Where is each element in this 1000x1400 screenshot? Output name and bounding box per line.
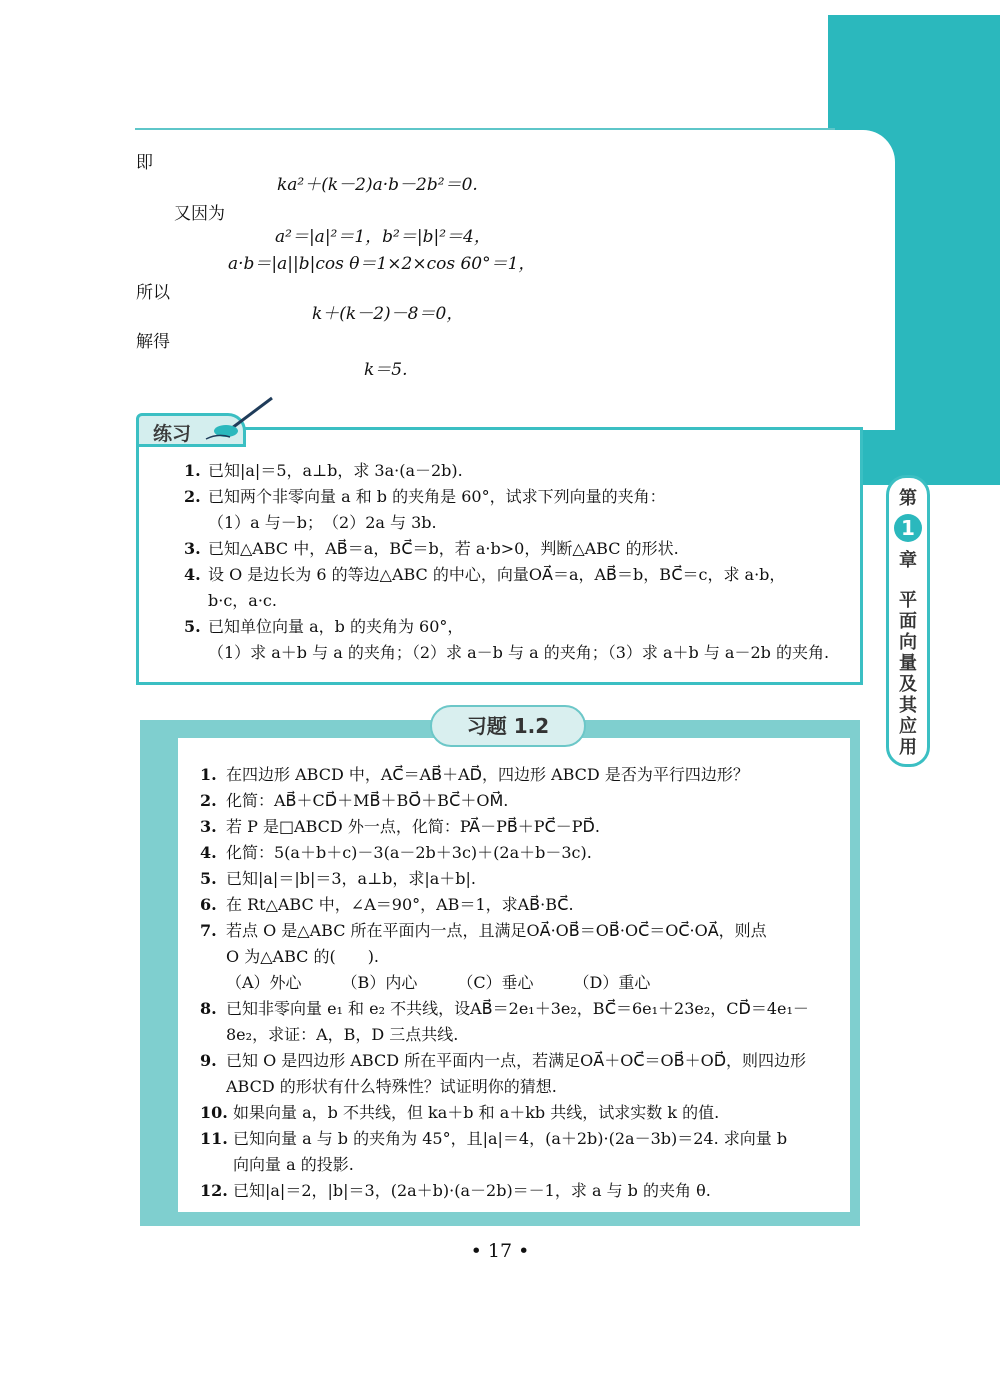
homework-num: 8. <box>200 999 217 1018</box>
exercise-item: （1）a 与－b； （2）2a 与 3b. <box>208 513 437 532</box>
exercise-item: 已知|a|＝5，a⊥b，求 3a·(a－2b). <box>208 461 463 480</box>
chapter-number-badge: 1 <box>894 514 922 542</box>
homework-item: 向向量 a 的投影. <box>233 1155 354 1174</box>
chapter-prefix: 第 <box>899 488 917 509</box>
chapter-title: 平面向量及其应用 <box>899 590 917 758</box>
exercise-num: 5. <box>184 617 201 636</box>
homework-num: 1. <box>200 765 217 784</box>
homework-item: 化简：5(a＋b＋c)－3(a－2b＋3c)＋(2a＋b－3c). <box>226 843 592 862</box>
exercise-item: （1）求 a＋b 与 a 的夹角；（2）求 a－b 与 a 的夹角；（3）求 a＋b 与 a－2b 的夹角. <box>208 643 830 662</box>
homework-item: 8e₂，求证：A，B，D 三点共线. <box>226 1025 459 1044</box>
exercise-num: 3. <box>184 539 201 558</box>
equation-5: k＝5. <box>364 360 408 380</box>
homework-num: 7. <box>200 921 217 940</box>
homework-item: ABCD 的形状有什么特殊性？试证明你的猜想. <box>226 1077 557 1096</box>
homework-title: 习题 1.2 <box>430 705 586 747</box>
homework-item: 在四边形 ABCD 中，AC⃗＝AB⃗＋AD⃗，四边形 ABCD 是否为平行四边形？ <box>226 765 749 784</box>
solution-line-1: 即 <box>136 153 153 173</box>
solution-line-3: 所以 <box>136 283 170 303</box>
homework-item: 如果向量 a，b 不共线，但 ka＋b 和 a＋kb 共线，试求实数 k 的值. <box>233 1103 720 1122</box>
homework-item: 已知|a|＝|b|＝3，a⊥b，求|a＋b|. <box>226 869 477 888</box>
homework-item: 若点 O 是△ABC 所在平面内一点，且满足OA⃗·OB⃗＝OB⃗·OC⃗＝OC⃗·OA⃗，则点 <box>226 921 767 940</box>
exercise-item: 设 O 是边长为 6 的等边△ABC 的中心，向量OA⃗＝a，AB⃗＝b，BC⃗＝c，求 a·b， <box>208 565 786 584</box>
equation-3: a·b＝|a||b|cos θ＝1×2×cos 60°＝1， <box>228 254 536 274</box>
homework-num: 2. <box>200 791 217 810</box>
chapter-suffix: 章 <box>899 550 917 571</box>
homework-item: O 为△ABC 的( ). <box>226 947 380 966</box>
homework-item: 在 Rt△ABC 中，∠A＝90°，AB＝1，求AB⃗·BC⃗. <box>226 895 574 914</box>
equation-4: k＋(k－2)－8＝0， <box>312 304 464 324</box>
homework-choices: （A）外心 （B）内心 （C）垂心 （D）重心 <box>226 973 651 992</box>
solution-line-2: 又因为 <box>174 204 225 224</box>
homework-item: 已知|a|＝2，|b|＝3，(2a＋b)·(a－2b)＝－1，求 a 与 b 的夹角 θ. <box>233 1181 711 1200</box>
equation-1: ka²＋(k－2)a·b－2b²＝0. <box>277 175 478 195</box>
exercise-item: 已知两个非零向量 a 和 b 的夹角是 60°，试求下列向量的夹角： <box>208 487 666 506</box>
homework-num: 10. <box>200 1103 228 1122</box>
page-number: • 17 • <box>470 1240 530 1262</box>
exercise-item: 已知单位向量 a，b 的夹角为 60°， <box>208 617 464 636</box>
homework-num: 9. <box>200 1051 217 1070</box>
homework-item: 已知 O 是四边形 ABCD 所在平面内一点，若满足OA⃗＋OC⃗＝OB⃗＋OD⃗，则四边形 <box>226 1051 807 1070</box>
homework-num: 12. <box>200 1181 228 1200</box>
homework-num: 5. <box>200 869 217 888</box>
homework-num: 6. <box>200 895 217 914</box>
homework-num: 11. <box>200 1129 228 1148</box>
pen-icon <box>200 395 280 445</box>
exercise-num: 1. <box>184 461 201 480</box>
solution-line-4: 解得 <box>136 332 170 352</box>
equation-2: a²＝|a|²＝1，b²＝|b|²＝4， <box>275 227 491 247</box>
chapter-tab <box>886 475 930 767</box>
homework-item: 化简：AB⃗＋CD⃗＋MB⃗＋BO⃗＋BC⃗＋OM⃗. <box>226 791 509 810</box>
exercise-item: b·c，a·c. <box>208 591 277 610</box>
homework-item: 若 P 是□ABCD 外一点，化简：PA⃗－PB⃗＋PC⃗－PD⃗. <box>226 817 600 836</box>
homework-num: 3. <box>200 817 217 836</box>
exercise-num: 4. <box>184 565 201 584</box>
homework-item: 已知向量 a 与 b 的夹角为 45°，且|a|＝4，(a＋2b)·(2a－3b)＝24. 求向量 b <box>233 1129 788 1148</box>
homework-num: 4. <box>200 843 217 862</box>
exercise-item: 已知△ABC 中，AB⃗＝a，BC⃗＝b，若 a·b>0，判断△ABC 的形状. <box>208 539 679 558</box>
exercise-num: 2. <box>184 487 201 506</box>
content-card <box>130 130 895 430</box>
exercise-title: 练习 <box>153 423 192 445</box>
homework-item: 已知非零向量 e₁ 和 e₂ 不共线，设AB⃗＝2e₁＋3e₂，BC⃗＝6e₁＋23e₂，CD⃗＝4e₁－ <box>226 999 809 1018</box>
